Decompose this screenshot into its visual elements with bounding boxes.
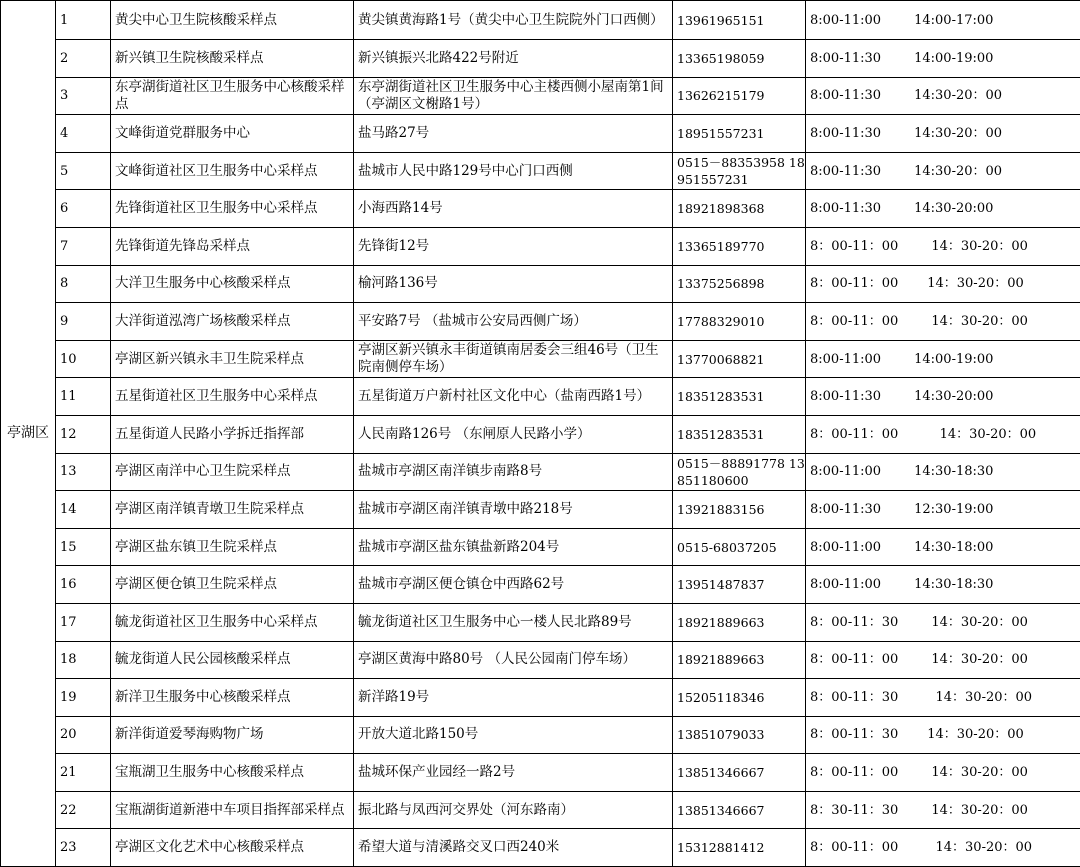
row-number: 3 bbox=[56, 77, 111, 115]
site-address: 亭湖区黄海中路80号 （人民公园南门停车场） bbox=[354, 641, 673, 679]
site-address: 小海西路14号 bbox=[354, 190, 673, 228]
site-address: 振北路与凤西河交界处（河东路南） bbox=[354, 791, 673, 829]
row-number: 22 bbox=[56, 791, 111, 829]
site-name: 新洋卫生服务中心核酸采样点 bbox=[111, 679, 354, 717]
opening-hours: 8：00-11：00 14：30-20：00 bbox=[806, 303, 1080, 341]
row-number: 21 bbox=[56, 754, 111, 792]
site-address: 盐城市人民中路129号中心门口西侧 bbox=[354, 152, 673, 190]
contact-phone: 0515-68037205 bbox=[673, 528, 806, 566]
site-name: 亭湖区文化艺术中心核酸采样点 bbox=[111, 829, 354, 867]
site-name: 五星街道人民路小学拆迁指挥部 bbox=[111, 415, 354, 453]
site-name: 黄尖中心卫生院核酸采样点 bbox=[111, 1, 354, 40]
site-address: 盐城市亭湖区便仓镇仓中西路62号 bbox=[354, 566, 673, 604]
contact-phone: 18921898368 bbox=[673, 190, 806, 228]
site-address: 盐城市亭湖区盐东镇盐新路204号 bbox=[354, 528, 673, 566]
row-number: 12 bbox=[56, 415, 111, 453]
opening-hours: 8:00-11:30 14:30-20：00 bbox=[806, 152, 1080, 190]
table-row bbox=[1, 491, 1080, 529]
table-row bbox=[1, 265, 1080, 303]
row-number: 7 bbox=[56, 227, 111, 265]
table-row bbox=[1, 77, 1080, 115]
opening-hours: 8:00-11:00 14:30-18:00 bbox=[806, 528, 1080, 566]
table-row bbox=[1, 679, 1080, 717]
table-row bbox=[1, 227, 1080, 265]
site-address: 榆河路136号 bbox=[354, 265, 673, 303]
opening-hours: 8:00-11:30 14:30-20:00 bbox=[806, 378, 1080, 416]
table-row bbox=[1, 791, 1080, 829]
opening-hours: 8：00-11：00 14：30-20：00 bbox=[806, 641, 1080, 679]
site-name: 亭湖区南洋中心卫生院采样点 bbox=[111, 453, 354, 491]
site-name: 亭湖区新兴镇永丰卫生院采样点 bbox=[111, 340, 354, 378]
contact-phone: 13851079033 bbox=[673, 716, 806, 754]
row-number: 14 bbox=[56, 491, 111, 529]
site-address: 盐城环保产业园经一路2号 bbox=[354, 754, 673, 792]
row-number: 16 bbox=[56, 566, 111, 604]
row-number: 9 bbox=[56, 303, 111, 341]
opening-hours: 8：00-11：30 14：30-20：00 bbox=[806, 603, 1080, 641]
row-number: 8 bbox=[56, 265, 111, 303]
row-number: 18 bbox=[56, 641, 111, 679]
site-name: 大洋街道泓湾广场核酸采样点 bbox=[111, 303, 354, 341]
row-number: 17 bbox=[56, 603, 111, 641]
opening-hours: 8：00-11：00 14：30-20：00 bbox=[806, 265, 1080, 303]
opening-hours: 8：00-11：00 14：30-20：00 bbox=[806, 829, 1080, 867]
contact-phone: 0515－88891778 13851180600 bbox=[673, 453, 806, 491]
contact-phone: 13626215179 bbox=[673, 77, 806, 115]
contact-phone: 13770068821 bbox=[673, 340, 806, 378]
contact-phone: 13365189770 bbox=[673, 227, 806, 265]
opening-hours: 8：00-11：30 14：30-20：00 bbox=[806, 716, 1080, 754]
site-name: 先锋街道社区卫生服务中心采样点 bbox=[111, 190, 354, 228]
district-cell: 亭湖区 bbox=[1, 1, 56, 867]
opening-hours: 8:00-11:30 12:30-19:00 bbox=[806, 491, 1080, 529]
contact-phone: 13921883156 bbox=[673, 491, 806, 529]
row-number: 6 bbox=[56, 190, 111, 228]
row-number: 20 bbox=[56, 716, 111, 754]
site-name: 宝瓶湖街道新港中车项目指挥部采样点 bbox=[111, 791, 354, 829]
site-name: 新兴镇卫生院核酸采样点 bbox=[111, 40, 354, 78]
row-number: 13 bbox=[56, 453, 111, 491]
site-name: 亭湖区盐东镇卫生院采样点 bbox=[111, 528, 354, 566]
site-name: 宝瓶湖卫生服务中心核酸采样点 bbox=[111, 754, 354, 792]
opening-hours: 8:00-11:00 14:30-18:30 bbox=[806, 453, 1080, 491]
contact-phone: 0515－88353958 18951557231 bbox=[673, 152, 806, 190]
table-row bbox=[1, 415, 1080, 453]
opening-hours: 8:00-11:00 14:00-19:00 bbox=[806, 340, 1080, 378]
contact-phone: 18351283531 bbox=[673, 415, 806, 453]
site-name: 新洋街道爱琴海购物广场 bbox=[111, 716, 354, 754]
site-address: 盐城市亭湖区南洋镇青墩中路218号 bbox=[354, 491, 673, 529]
table-row bbox=[1, 190, 1080, 228]
opening-hours: 8:00-11:00 14:00-17:00 bbox=[806, 1, 1080, 40]
row-number: 15 bbox=[56, 528, 111, 566]
table-row bbox=[1, 340, 1080, 378]
site-address: 黄尖镇黄海路1号（黄尖中心卫生院院外门口西侧） bbox=[354, 1, 673, 40]
opening-hours: 8：00-11：00 14：30-20：00 bbox=[806, 415, 1080, 453]
opening-hours: 8：00-11：30 14：30-20：00 bbox=[806, 679, 1080, 717]
site-address: 平安路7号 （盐城市公安局西侧广场） bbox=[354, 303, 673, 341]
contact-phone: 18921889663 bbox=[673, 603, 806, 641]
table-row bbox=[1, 152, 1080, 190]
table-row bbox=[1, 566, 1080, 604]
row-number: 2 bbox=[56, 40, 111, 78]
site-address: 盐城市亭湖区南洋镇步南路8号 bbox=[354, 453, 673, 491]
contact-phone: 13961965151 bbox=[673, 1, 806, 40]
table-row bbox=[1, 603, 1080, 641]
site-address: 新兴镇振兴北路422号附近 bbox=[354, 40, 673, 78]
opening-hours: 8:00-11:30 14:00-19:00 bbox=[806, 40, 1080, 78]
table-row bbox=[1, 453, 1080, 491]
opening-hours: 8：00-11：00 14：30-20：00 bbox=[806, 227, 1080, 265]
site-address: 毓龙街道社区卫生服务中心一楼人民北路89号 bbox=[354, 603, 673, 641]
site-address: 东亭湖街道社区卫生服务中心主楼西侧小屋南第1间（亭湖区文榭路1号） bbox=[354, 77, 673, 115]
contact-phone: 13851346667 bbox=[673, 754, 806, 792]
site-name: 文峰街道党群服务中心 bbox=[111, 115, 354, 153]
site-name: 文峰街道社区卫生服务中心采样点 bbox=[111, 152, 354, 190]
contact-phone: 18351283531 bbox=[673, 378, 806, 416]
table-row bbox=[1, 40, 1080, 78]
site-address: 盐马路27号 bbox=[354, 115, 673, 153]
contact-phone: 13951487837 bbox=[673, 566, 806, 604]
contact-phone: 18951557231 bbox=[673, 115, 806, 153]
site-address: 五星街道万户新村社区文化中心（盐南西路1号） bbox=[354, 378, 673, 416]
opening-hours: 8:00-11:30 14:30-20:00 bbox=[806, 190, 1080, 228]
table-row bbox=[1, 641, 1080, 679]
site-name: 东亭湖街道社区卫生服务中心核酸采样点 bbox=[111, 77, 354, 115]
contact-phone: 15312881412 bbox=[673, 829, 806, 867]
site-address: 人民南路126号 （东闸原人民路小学） bbox=[354, 415, 673, 453]
opening-hours: 8:00-11:00 14:30-18:30 bbox=[806, 566, 1080, 604]
row-number: 11 bbox=[56, 378, 111, 416]
opening-hours: 8：30-11：30 14：30-20：00 bbox=[806, 791, 1080, 829]
table-row bbox=[1, 378, 1080, 416]
row-number: 10 bbox=[56, 340, 111, 378]
contact-phone: 15205118346 bbox=[673, 679, 806, 717]
site-name: 亭湖区南洋镇青墩卫生院采样点 bbox=[111, 491, 354, 529]
contact-phone: 18921889663 bbox=[673, 641, 806, 679]
site-name: 亭湖区便仓镇卫生院采样点 bbox=[111, 566, 354, 604]
table-row bbox=[1, 1, 1080, 40]
table-row bbox=[1, 754, 1080, 792]
site-address: 亭湖区新兴镇永丰街道镇南居委会三组46号（卫生院南侧停车场） bbox=[354, 340, 673, 378]
row-number: 5 bbox=[56, 152, 111, 190]
contact-phone: 13375256898 bbox=[673, 265, 806, 303]
contact-phone: 17788329010 bbox=[673, 303, 806, 341]
site-name: 先锋街道先锋岛采样点 bbox=[111, 227, 354, 265]
table-body bbox=[1, 1, 1080, 867]
table-row bbox=[1, 716, 1080, 754]
table-row bbox=[1, 303, 1080, 341]
site-name: 毓龙街道社区卫生服务中心采样点 bbox=[111, 603, 354, 641]
row-number: 1 bbox=[56, 1, 111, 40]
site-name: 毓龙街道人民公园核酸采样点 bbox=[111, 641, 354, 679]
row-number: 23 bbox=[56, 829, 111, 867]
table-row bbox=[1, 829, 1080, 867]
row-number: 19 bbox=[56, 679, 111, 717]
opening-hours: 8：00-11：00 14：30-20：00 bbox=[806, 754, 1080, 792]
site-address: 先锋街12号 bbox=[354, 227, 673, 265]
table-row bbox=[1, 528, 1080, 566]
opening-hours: 8:00-11:30 14:30-20：00 bbox=[806, 77, 1080, 115]
site-address: 开放大道北路150号 bbox=[354, 716, 673, 754]
site-name: 大洋卫生服务中心核酸采样点 bbox=[111, 265, 354, 303]
site-address: 希望大道与清溪路交叉口西240米 bbox=[354, 829, 673, 867]
contact-phone: 13365198059 bbox=[673, 40, 806, 78]
contact-phone: 13851346667 bbox=[673, 791, 806, 829]
opening-hours: 8:00-11:30 14:30-20：00 bbox=[806, 115, 1080, 153]
site-address: 新洋路19号 bbox=[354, 679, 673, 717]
table-row bbox=[1, 115, 1080, 153]
site-name: 五星街道社区卫生服务中心采样点 bbox=[111, 378, 354, 416]
row-number: 4 bbox=[56, 115, 111, 153]
